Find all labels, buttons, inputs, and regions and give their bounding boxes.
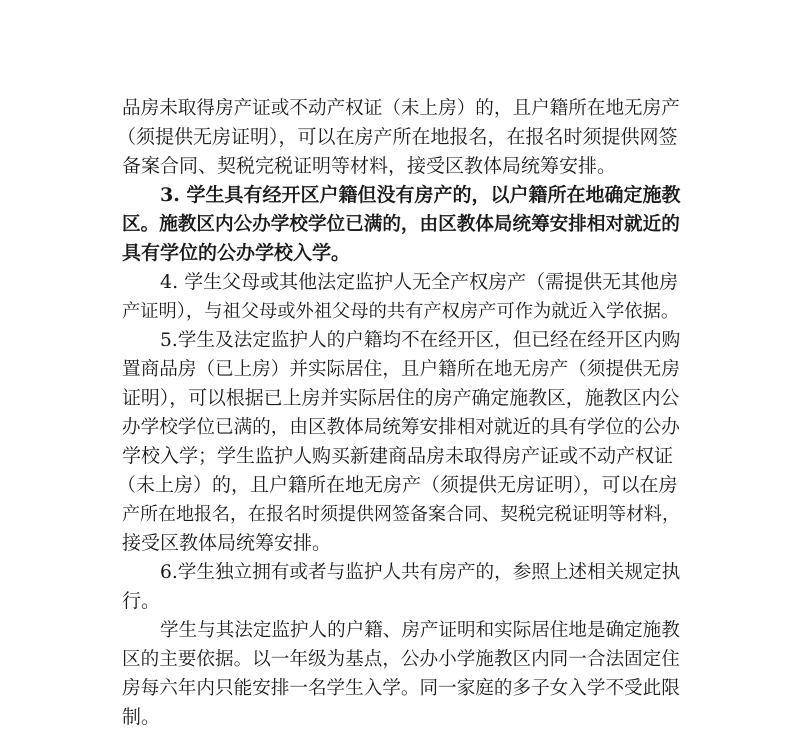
text-line: 品房未取得房产证或不动产权证（未上房）的，且户籍所在地无房产 bbox=[122, 98, 680, 119]
text-line: 产所在地报名，在报名时须提供网签备案合同、契税完税证明等材料， bbox=[122, 504, 680, 525]
text-line: 学生与其法定监护人的户籍、房产证明和实际居住地是确定施教 bbox=[160, 620, 680, 641]
text-line: 房每六年内只能安排一名学生入学。同一家庭的多子女入学不受此限 bbox=[122, 678, 680, 699]
text-line: 行。 bbox=[122, 590, 161, 612]
text-line: 产证明），与祖父母或外祖父母的共有产权房产可作为就近入学依据。 bbox=[122, 301, 680, 322]
text-line: 证明），可以根据已上房并实际居住的房产确定施教区，施教区内公 bbox=[122, 387, 680, 409]
text-line: 置商品房（已上房）并实际居住，且户籍所在地无房产（须提供无房 bbox=[122, 359, 680, 380]
text-line: 6.学生独立拥有或者与监护人共有房产的，参照上述相关规定执 bbox=[160, 562, 681, 583]
text-line: （未上房）的，且户籍所在地无房产（须提供无房证明），可以在房 bbox=[117, 474, 678, 496]
text-line: 制。 bbox=[122, 706, 161, 728]
text-line: 4. 学生父母或其他法定监护人无全产权房产（需提供无其他房 bbox=[160, 271, 679, 293]
text-line: 办学校学位已满的，由区教体局统筹安排相对就近的具有学位的公办 bbox=[122, 417, 680, 438]
text-line: 区。施教区内公办学校学位已满的，由区教体局统筹安排相对就近的 bbox=[122, 214, 680, 235]
text-line: 备案合同、契税完税证明等材料，接受区教体局统筹安排。 bbox=[122, 155, 617, 177]
text-line: 学校入学；学生监护人购买新建商品房未取得房产证或不动产权证 bbox=[122, 445, 674, 467]
text-line: 区的主要依据。以一年级为基点，公办小学施教区内同一合法固定住 bbox=[122, 649, 680, 670]
text-line: 5.学生及法定监护人的户籍均不在经开区，但已经在经开区内购 bbox=[160, 330, 681, 351]
text-line: （须提供无房证明），可以在房产所在地报名，在报名时须提供网签 bbox=[117, 126, 678, 148]
text-line: 接受区教体局统筹安排。 bbox=[122, 532, 332, 554]
text-line: 3. 学生具有经开区户籍但没有房产的，以户籍所在地确定施教 bbox=[160, 184, 681, 206]
text-line: 具有学位的公办学校入学。 bbox=[122, 242, 351, 264]
